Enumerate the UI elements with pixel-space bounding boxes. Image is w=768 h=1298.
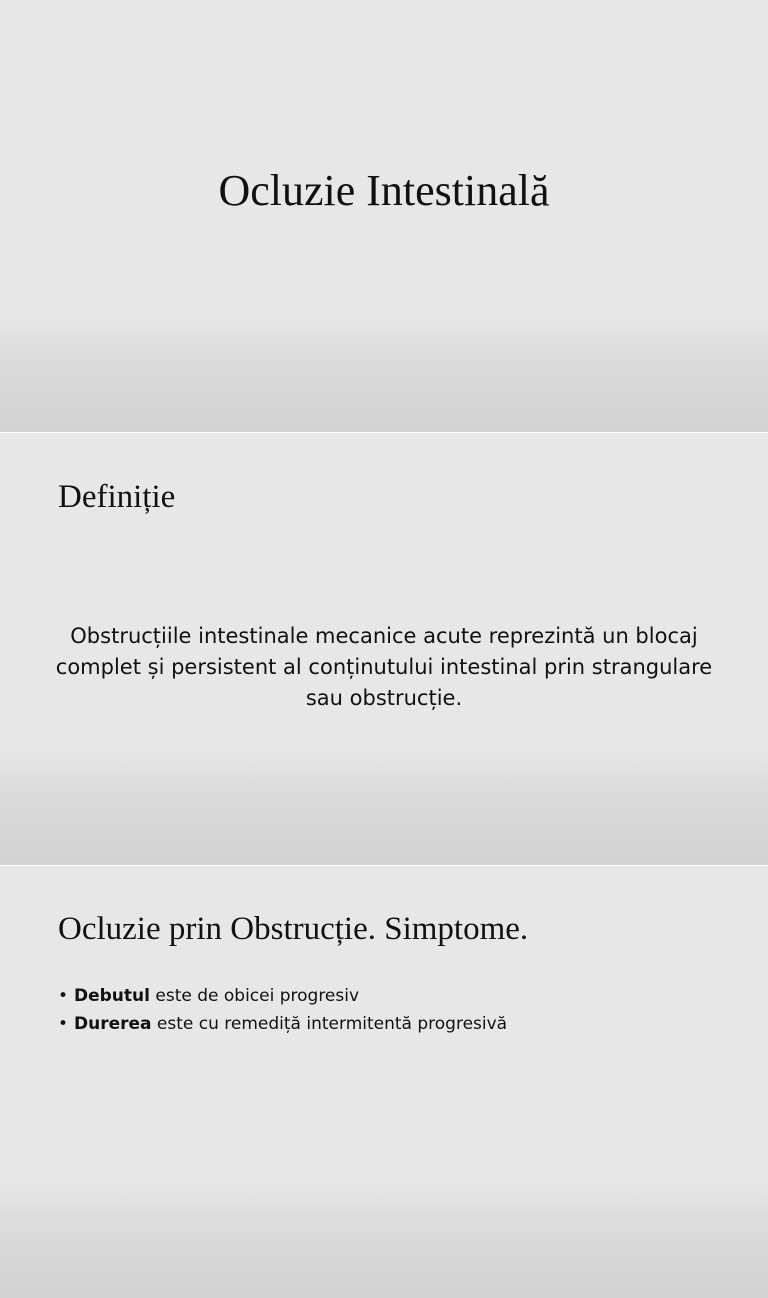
slide-symptoms [0,866,768,1298]
bullet-icon: • [58,986,69,1006]
slide-heading: Definiție [58,479,176,515]
bullet-text: este de obicei progresiv [149,986,360,1006]
symptom-list [58,982,738,1038]
list-item [58,1010,738,1038]
bullet-label: Durerea [74,1014,152,1034]
bullet-icon: • [58,1014,69,1034]
list-item [58,982,738,1010]
presentation-title: Ocluzie Intestinală [218,166,550,215]
slide-title [0,0,768,432]
definition-text: Obstrucțiile intestinale mecanice acute reprezintă un blocaj complet și persistent al conținutului intestinal prin strangulare sau obstrucție. [55,624,713,710]
slide-definition [0,433,768,865]
slide-heading: Ocluzie prin Obstrucție. Simptome. [58,911,529,947]
bullet-text: este cu remediță intermitentă progresivă [151,1014,508,1034]
bullet-label: Debutul [74,986,150,1006]
